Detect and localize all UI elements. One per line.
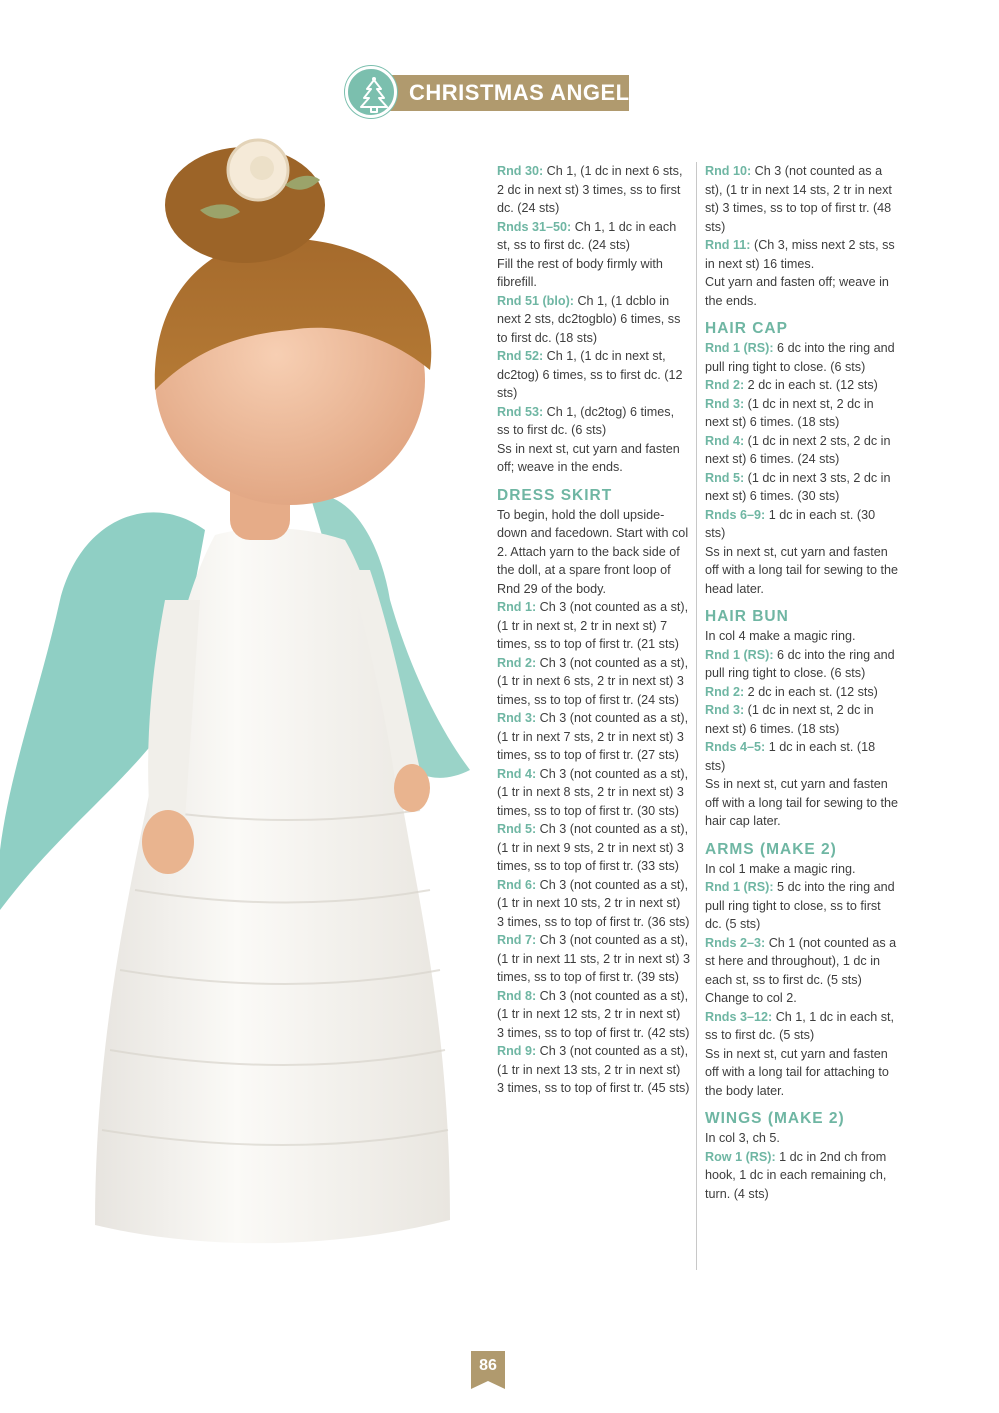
section-heading: DRESS SKIRT xyxy=(497,486,613,504)
instruction-paragraph xyxy=(705,543,898,599)
instruction-paragraph xyxy=(705,1148,898,1204)
instruction-paragraph xyxy=(705,934,898,990)
page-number-tab xyxy=(471,1351,505,1389)
instruction-text: Ch 3 (not counted as a st), (1 tr in next 7 sts, 2 tr in next st) 3 times, ss to top of first tr. (27 sts) xyxy=(497,711,689,762)
instruction-text: Ss in next st, cut yarn and fasten off with a long tail for sewing to the hair cap later. xyxy=(705,777,898,828)
instruction-text: (1 dc in next st, 2 dc in next st) 6 times. (18 sts) xyxy=(705,703,874,736)
instruction-text: Ch 3 (not counted as a st), (1 tr in next 9 sts, 2 tr in next st) 3 times, ss to top of first tr. (33 sts) xyxy=(497,822,689,873)
round-label: Row 1 (RS): xyxy=(705,1149,776,1164)
round-label: Rnd 1 (RS): xyxy=(705,880,774,894)
instruction-text: Ch 1, (1 dcblo in next 2 sts, dc2togblo) 6 times, ss to first dc. (18 sts) xyxy=(497,293,681,345)
instruction-text: To begin, hold the doll upside-down and facedown. Start with col 2. Attach yarn to the back side of the doll, at a spare front loop of Rnd 29 of the body. xyxy=(497,507,689,596)
round-label: Rnd 30: xyxy=(497,164,544,178)
round-label: Rnd 53: xyxy=(497,404,544,419)
instruction-paragraph xyxy=(705,376,898,395)
round-label: Rnds 31–50: xyxy=(497,219,572,234)
round-label: Rnd 10: xyxy=(705,164,752,178)
instruction-text: (1 dc in next 3 sts, 2 dc in next st) 6 times. (30 sts) xyxy=(705,470,891,503)
instruction-text: 1 dc in 2nd ch from hook, 1 dc in each remaining ch, turn. (4 sts) xyxy=(705,1149,887,1201)
instruction-text: Ch 3 (not counted as a st), (1 tr in next 13 sts, 2 tr in next st) 3 times, ss to top of first tr. (45 sts) xyxy=(497,1044,690,1095)
instruction-paragraph xyxy=(705,1045,898,1101)
round-label: Rnd 5: xyxy=(497,822,537,836)
round-label: Rnd 7: xyxy=(497,933,537,947)
instruction-paragraph xyxy=(705,683,898,702)
round-label: Rnd 4: xyxy=(497,766,537,781)
instruction-text: Ch 3 (not counted as a st), (1 tr in next 11 sts, 2 tr in next st) 3 times, ss to top of first tr. (39 sts) xyxy=(497,933,690,984)
instructions-column-1 xyxy=(497,162,690,1098)
instruction-paragraph xyxy=(497,765,690,821)
round-label: Rnds 3–12: xyxy=(705,1009,773,1024)
section-heading: HAIR CAP xyxy=(705,320,788,337)
page-number: 86 xyxy=(479,1357,497,1374)
round-label: Rnd 3: xyxy=(705,703,745,717)
instruction-text: 2 dc in each st. (12 sts) xyxy=(744,684,878,699)
instruction-text: Ch 1, 1 dc in each st, ss to first dc. (5 sts) xyxy=(705,1009,895,1042)
round-label: Rnd 8: xyxy=(497,988,537,1003)
instruction-text: Ch 1, (dc2tog) 6 times, ss to first dc. (6 sts) xyxy=(497,404,675,437)
instruction-paragraph xyxy=(497,709,690,765)
instruction-text: Ch 3 (not counted as a st), (1 tr in next 12 sts, 2 tr in next st) 3 times, ss to top of first tr. (42 sts) xyxy=(497,988,690,1040)
instruction-text: Ch 1, 1 dc in each st, ss to first dc. (24 sts) xyxy=(497,219,677,252)
instruction-text: Change to col 2. xyxy=(705,991,797,1005)
round-label: Rnd 2: xyxy=(705,378,745,392)
instruction-paragraph xyxy=(497,931,690,987)
instruction-text: 6 dc into the ring and pull ring tight to close. (6 sts) xyxy=(705,341,895,374)
instruction-text: Ch 3 (not counted as a st), (1 tr in next 14 sts, 2 tr in next st) 3 times, ss to top of first tr. (48 sts) xyxy=(705,164,892,234)
instruction-paragraph xyxy=(497,255,690,292)
instruction-text: Ch 3 (not counted as a st), (1 tr in next 8 sts, 2 tr in next st) 3 times, ss to top of first tr. (30 sts) xyxy=(497,766,689,818)
round-label: Rnd 5: xyxy=(705,470,745,485)
instruction-paragraph xyxy=(705,1008,898,1045)
instruction-paragraph xyxy=(497,403,690,440)
round-label: Rnd 1: xyxy=(497,600,537,614)
instructions-column-2 xyxy=(705,162,898,1203)
instruction-text: Ch 3 (not counted as a st), (1 tr in next 6 sts, 2 tr in next st) 3 times, ss to top of first tr. (24 sts) xyxy=(497,655,689,707)
section-heading: HAIR BUN xyxy=(705,608,789,625)
instruction-paragraph xyxy=(705,989,898,1008)
instruction-text: In col 4 make a magic ring. xyxy=(705,629,856,643)
instruction-paragraph xyxy=(705,1129,898,1148)
instruction-text: (1 dc in next 2 sts, 2 dc in next st) 6 times. (24 sts) xyxy=(705,433,891,466)
round-label: Rnd 4: xyxy=(705,433,745,448)
instruction-paragraph xyxy=(497,876,690,932)
instruction-text: 1 dc in each st. (30 sts) xyxy=(705,507,876,540)
instruction-paragraph xyxy=(497,292,690,348)
round-label: Rnd 3: xyxy=(705,396,745,411)
instruction-text: Ch 3 (not counted as a st), (1 tr in next st, 2 tr in next st) 7 times, ss to top of first tr. (21 sts) xyxy=(497,600,689,651)
instruction-paragraph xyxy=(497,1042,690,1098)
instruction-text: Ss in next st, cut yarn and fasten off with a long tail for attaching to the body later. xyxy=(705,1046,889,1098)
instruction-text: 2 dc in each st. (12 sts) xyxy=(744,378,878,392)
instruction-paragraph xyxy=(705,469,898,506)
instruction-text: Ch 1, (1 dc in next st, dc2tog) 6 times, ss to first dc. (12 sts) xyxy=(497,349,683,400)
instruction-paragraph xyxy=(497,440,690,477)
instruction-paragraph xyxy=(705,273,898,310)
instruction-text: Ss in next st, cut yarn and fasten off with a long tail for sewing to the head later. xyxy=(705,544,898,596)
instruction-paragraph xyxy=(705,162,898,236)
instruction-text: In col 1 make a magic ring. xyxy=(705,861,856,876)
round-label: Rnd 1 (RS): xyxy=(705,341,774,355)
round-label: Rnd 51 (blo): xyxy=(497,293,574,308)
instruction-text: Ss in next st, cut yarn and fasten off; weave in the ends. xyxy=(497,441,680,474)
instruction-paragraph xyxy=(705,339,898,376)
instruction-paragraph xyxy=(705,738,898,775)
instruction-text: 1 dc in each st. (18 sts) xyxy=(705,740,876,773)
round-label: Rnd 1 (RS): xyxy=(705,647,774,662)
instruction-text: (1 dc in next st, 2 dc in next st) 6 times. (18 sts) xyxy=(705,396,874,429)
instruction-paragraph xyxy=(497,506,690,599)
column-divider xyxy=(696,162,697,1270)
instruction-text: Ch 1, (1 dc in next 6 sts, 2 dc in next st) 3 times, ss to first dc. (24 sts) xyxy=(497,164,683,215)
instruction-text: 5 dc into the ring and pull ring tight to close, ss to first dc. (5 sts) xyxy=(705,880,895,931)
round-label: Rnd 6: xyxy=(497,877,537,892)
instruction-text: In col 3, ch 5. xyxy=(705,1131,780,1145)
instruction-text: 6 dc into the ring and pull ring tight to close. (6 sts) xyxy=(705,647,895,680)
instruction-paragraph xyxy=(705,646,898,683)
instruction-text: Cut yarn and fasten off; weave in the ends. xyxy=(705,275,889,308)
section-header xyxy=(345,66,629,118)
instruction-paragraph xyxy=(705,432,898,469)
instruction-paragraph xyxy=(705,506,898,543)
instruction-paragraph xyxy=(705,860,898,879)
round-label: Rnd 2: xyxy=(705,684,745,699)
instruction-text: Ch 1 (not counted as a st here and throughout), 1 dc in each st, ss to first dc. (5 sts) xyxy=(705,935,897,987)
instruction-paragraph xyxy=(497,218,690,255)
instruction-paragraph xyxy=(497,987,690,1043)
instruction-paragraph xyxy=(705,236,898,273)
christmas-tree-icon xyxy=(357,76,391,114)
round-label: Rnds 4–5: xyxy=(705,740,766,754)
instruction-paragraph xyxy=(497,598,690,654)
instruction-paragraph xyxy=(497,654,690,710)
angel-doll-photo xyxy=(0,130,490,1270)
header-badge xyxy=(345,66,397,118)
round-label: Rnd 3: xyxy=(497,711,537,725)
instruction-paragraph xyxy=(497,820,690,876)
instruction-text: Fill the rest of body firmly with fibrefill. xyxy=(497,256,663,289)
round-label: Rnd 11: xyxy=(705,238,751,252)
instruction-paragraph xyxy=(497,347,690,403)
instruction-paragraph xyxy=(705,395,898,432)
instruction-paragraph xyxy=(705,878,898,934)
instruction-paragraph xyxy=(705,775,898,831)
instruction-text: Ch 3 (not counted as a st), (1 tr in next 10 sts, 2 tr in next st) 3 times, ss to top of first tr. (36 sts) xyxy=(497,877,690,929)
round-label: Rnd 9: xyxy=(497,1044,537,1058)
instruction-text: (Ch 3, miss next 2 sts, ss in next st) 16 times. xyxy=(705,238,895,271)
round-label: Rnd 52: xyxy=(497,349,544,363)
round-label: Rnds 6–9: xyxy=(705,507,766,522)
instruction-paragraph xyxy=(705,701,898,738)
section-heading: WINGS (MAKE 2) xyxy=(705,1110,845,1127)
round-label: Rnds 2–3: xyxy=(705,935,766,950)
page-title: CHRISTMAS ANGEL xyxy=(409,80,630,105)
round-label: Rnd 2: xyxy=(497,655,537,670)
instruction-paragraph xyxy=(705,627,898,646)
instruction-paragraph xyxy=(497,162,690,218)
section-heading: ARMS (MAKE 2) xyxy=(705,840,837,858)
